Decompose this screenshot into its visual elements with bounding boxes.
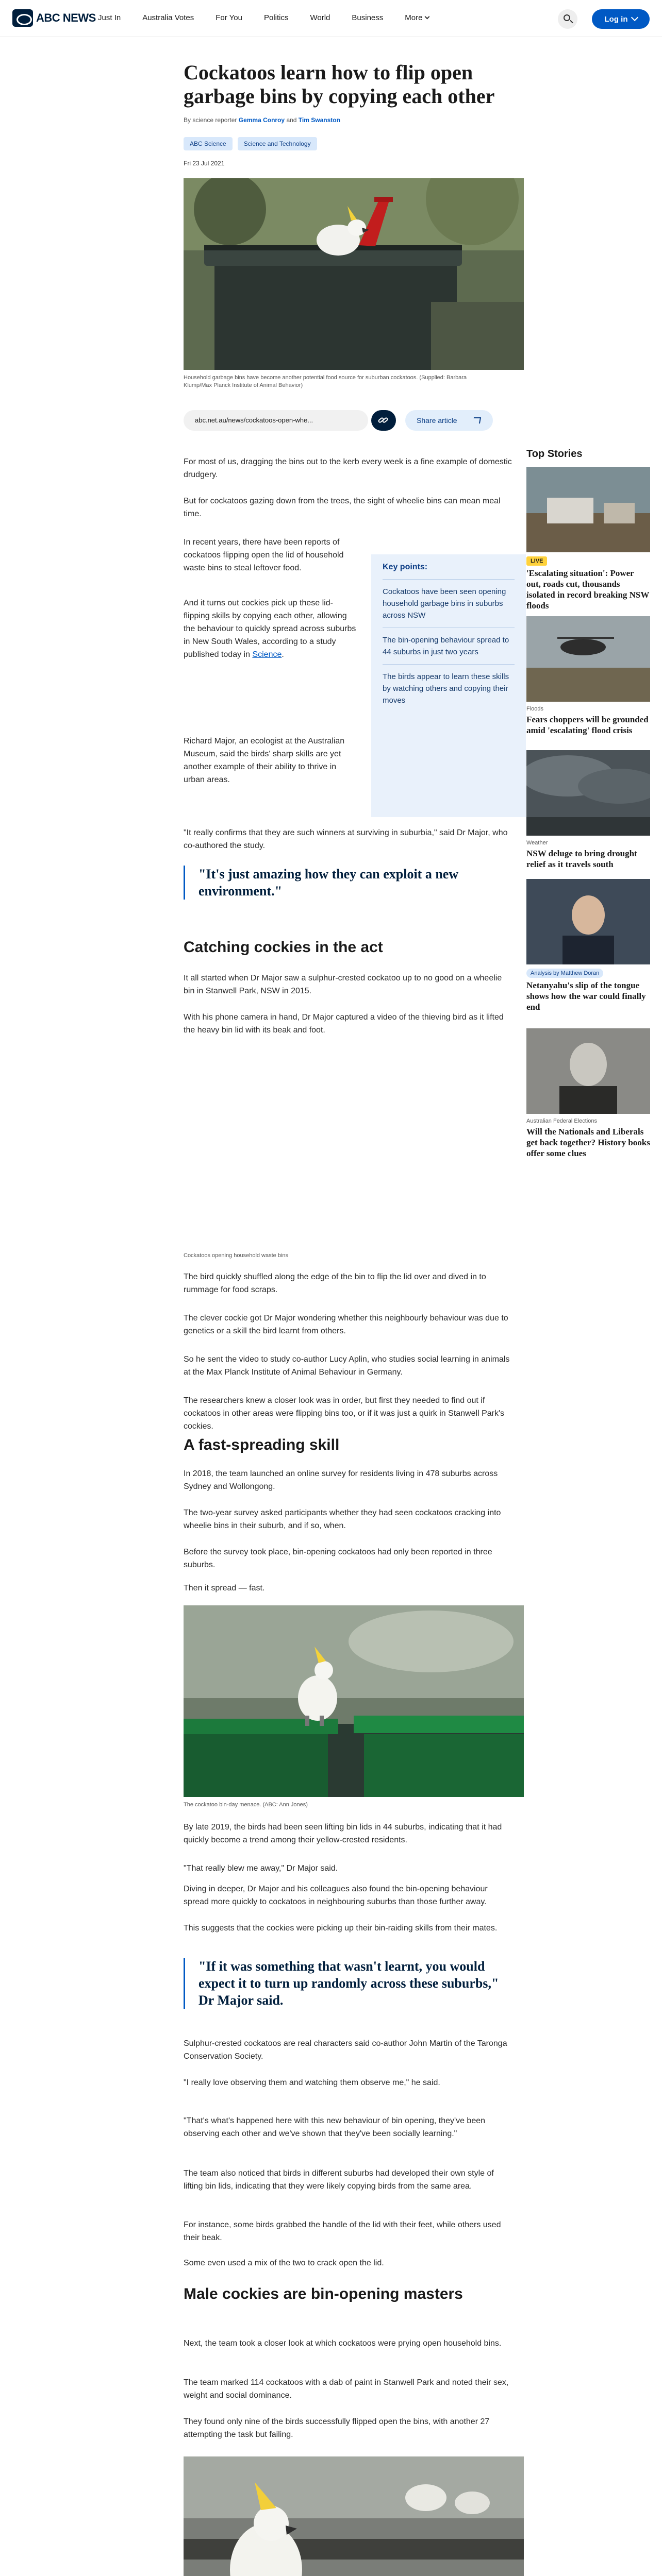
story-title: Fears choppers will be grounded amid 'escalating' flood crisis	[526, 715, 649, 735]
story-kicker: Floods	[526, 706, 544, 712]
nav-for-you[interactable]: For You	[216, 13, 242, 22]
nav-politics[interactable]: Politics	[263, 13, 289, 22]
politician-image	[526, 879, 650, 964]
paragraph: Then it spread — fast.	[184, 1584, 265, 1592]
story-thumbnail	[526, 467, 650, 552]
key-point: The bin-opening behaviour spread to 44 suburbs in just two years	[383, 628, 515, 664]
paragraph: The team marked 114 cockatoos with a dab of paint in Stanwell Park and noted their sex, weight and social dominance.	[184, 2378, 509, 2400]
login-label: Log in	[604, 14, 628, 24]
top-story-item[interactable]	[526, 467, 650, 611]
flood-image	[526, 467, 650, 552]
cockatoo-group-photo	[184, 2456, 524, 2576]
section-heading: Catching cockies in the act	[184, 939, 383, 956]
key-points-box	[371, 554, 526, 817]
paragraph: Next, the team took a closer look at which cockatoos were prying open household bins.	[184, 2339, 502, 2348]
nav-just-in[interactable]: Just In	[98, 13, 121, 22]
section-heading: A fast-spreading skill	[184, 1436, 340, 1453]
pull-quote: "If it was something that wasn't learnt, you would expect it to turn up randomly across these suburbs," Dr Major said.	[184, 1958, 503, 2009]
share-article-button[interactable]	[405, 410, 493, 431]
search-icon-handle	[570, 20, 573, 23]
hero-image	[184, 178, 524, 370]
story-title: 'Escalating situation': Power out, roads cut, thousands isolated in record breaking NSW floods	[526, 568, 650, 611]
top-story-item[interactable]	[526, 1028, 650, 1159]
top-navigation-bar	[0, 0, 662, 37]
share-arrow-icon	[473, 417, 481, 423]
paragraph: So he sent the video to study co-author Lucy Aplin, who studies social learning in animals at the Max Planck Institute of Animal Behaviour in Germany.	[184, 1355, 510, 1377]
paragraph: But for cockatoos gazing down from the trees, the sight of wheelie bins can mean meal time.	[184, 497, 501, 518]
story-title: Netanyahu's slip of the tongue shows how the war could finally end	[526, 980, 646, 1012]
paragraph: Sulphur-crested cockatoos are real characters said co-author John Martin of the Taronga Conservation Society.	[184, 2039, 507, 2061]
paragraph: For instance, some birds grabbed the handle of the lid with their feet, while others used their beak.	[184, 2221, 501, 2242]
paragraph: It all started when Dr Major saw a sulphur-crested cockatoo up to no good on a wheelie bin in Stanwell Park, NSW in 2015.	[184, 974, 502, 995]
paragraph: This suggests that the cockies were picking up their bin-raiding skills from their mates.	[184, 1924, 498, 1933]
top-stories-heading: Top Stories	[526, 448, 583, 460]
story-thumbnail	[526, 750, 650, 836]
hero-caption: Household garbage bins have become another potential food source for suburban cockatoos. (Supplied: Barbara Klump/Max Planck Institute of Animal Behavior)	[184, 375, 467, 388]
login-button[interactable]	[592, 9, 650, 29]
story-kicker: Australian Federal Elections	[526, 1118, 597, 1124]
section-heading: Male cockies are bin-opening masters	[184, 2285, 463, 2302]
video-caption: Cockatoos opening household waste bins	[184, 1252, 289, 1259]
story-thumbnail	[526, 616, 650, 702]
share-label: Share article	[417, 416, 457, 425]
story-thumbnail	[526, 879, 650, 964]
top-story-item[interactable]	[526, 879, 650, 1012]
paragraph: For most of us, dragging the bins out to the kerb every week is a fine example of domestic drudgery.	[184, 457, 512, 479]
paragraph	[184, 597, 359, 661]
nav-australia-votes[interactable]: Australia Votes	[142, 13, 194, 22]
abc-logo-icon	[12, 9, 33, 27]
bin-cockatoo-photo	[184, 1605, 524, 1797]
tag-abc-science[interactable]: ABC Science	[184, 137, 233, 150]
paragraph: Diving in deeper, Dr Major and his colleagues also found the bin-opening behaviour spread more quickly to cockatoos in neighbouring suburbs than those further away.	[184, 1885, 488, 1906]
key-point: The birds appear to learn these skills by watching others and copying their moves	[383, 664, 515, 713]
share-url-field[interactable]: abc.net.au/news/cockatoos-open-whe...	[184, 410, 368, 431]
author-link-2[interactable]: Tim Swanston	[298, 116, 340, 124]
share-bar	[184, 406, 524, 435]
pull-quote: "It's just amazing how they can exploit a new environment."	[184, 866, 503, 900]
paragraph: The bird quickly shuffled along the edge of the bin to flip the lid over and dived in to rummage for food scraps.	[184, 1273, 486, 1294]
byline	[184, 116, 340, 124]
paragraph: The clever cockie got Dr Major wondering whether this neighbourly behaviour was due to genetics or a skill the bird learnt from others.	[184, 1314, 508, 1335]
paragraph: By late 2019, the birds had been seen lifting bin lids in 44 suburbs, indicating that it had quickly become a trend among their yellow-crested residents.	[184, 1823, 502, 1844]
nav-more[interactable]	[405, 13, 429, 22]
paragraph: "That's what's happened here with this new behaviour of bin opening, they've been observing each other and we've shown that they've been socially learning."	[184, 2116, 486, 2138]
nav-world[interactable]: World	[310, 13, 330, 22]
paragraph: Some even used a mix of the two to crack open the lid.	[184, 2259, 384, 2267]
story-thumbnail	[526, 1028, 650, 1114]
historical-portrait-image	[526, 1028, 650, 1114]
paragraph: The two-year survey asked participants whether they had seen cockatoos cracking into wheelie bins in their suburb, and if so, when.	[184, 1509, 501, 1530]
chevron-down-icon	[631, 14, 638, 21]
paragraph: In recent years, there have been reports of cockatoos flipping open the lid of household waste bins to steal leftover food.	[184, 538, 344, 572]
story-title: NSW deluge to bring drought relief as it travels south	[526, 849, 637, 869]
nav-business[interactable]: Business	[352, 13, 384, 22]
abc-news-logo[interactable]	[12, 9, 96, 27]
storm-clouds-image	[526, 750, 650, 836]
photo2-caption: The cockatoo bin-day menace. (ABC: Ann Jones)	[184, 1802, 308, 1808]
paragraph: In 2018, the team launched an online survey for residents living in 478 suburbs across Sydney and Wollongong.	[184, 1469, 498, 1491]
story-kicker: Weather	[526, 840, 548, 846]
logo-text: ABC NEWS	[36, 11, 96, 24]
video-player[interactable]	[184, 1056, 524, 1248]
byline-prefix: By science reporter	[184, 116, 237, 124]
main-nav	[98, 13, 429, 22]
key-points-title: Key points:	[383, 563, 428, 571]
article-headline: Cockatoos learn how to flip open garbage bins by copying each other	[184, 61, 495, 108]
paragraph: "It really confirms that they are such winners at surviving in suburbia," said Dr Major, who co-authored the study.	[184, 828, 508, 850]
paragraph: "I really love observing them and watching them observe me," he said.	[184, 2078, 440, 2087]
paragraph-text: And it turns out cockies pick up these lid-flipping skills by copying each other, allowing the behaviour to quickly spread across suburbs in New South Wales, according to a study published today in	[184, 599, 356, 659]
paragraph: Richard Major, an ecologist at the Australian Museum, said the birds' sharp skills are yet another example of their ability to thrive in urban areas.	[184, 737, 345, 784]
chevron-down-icon	[425, 14, 430, 20]
top-story-item[interactable]	[526, 750, 650, 870]
cockatoo-green-bins-illustration	[184, 1605, 524, 1797]
paragraph: They found only nine of the birds successfully flipped open the bins, with another 27 attempting the task but failing.	[184, 2417, 490, 2439]
nav-more-label: More	[405, 13, 423, 22]
author-link-1[interactable]: Gemma Conroy	[238, 116, 285, 124]
science-link[interactable]: Science	[252, 650, 282, 659]
paragraph: With his phone camera in hand, Dr Major captured a video of the thieving bird as it lifted the heavy bin lid with its beak and foot.	[184, 1013, 504, 1035]
story-title: Will the Nationals and Liberals get back together? History books offer some clues	[526, 1127, 650, 1158]
search-icon	[564, 14, 570, 21]
live-badge: LIVE	[526, 556, 547, 566]
publish-date: Fri 23 Jul 2021	[184, 160, 225, 167]
search-button[interactable]	[558, 9, 577, 29]
paragraph: "That really blew me away," Dr Major said.	[184, 1864, 338, 1873]
cockatoo-on-bin-illustration	[184, 178, 524, 370]
paragraph-end: .	[282, 650, 284, 659]
copy-link-button[interactable]	[371, 410, 396, 431]
helicopter-flood-image	[526, 616, 650, 702]
paragraph: Before the survey took place, bin-opening cockatoos had only been reported in three suburbs.	[184, 1548, 492, 1569]
paragraph: The team also noticed that birds in different suburbs had developed their own style of lifting bin lids, indicating that they were likely copying birds from the same area.	[184, 2169, 494, 2191]
key-point: Cockatoos have been seen opening household garbage bins in suburbs across NSW	[383, 579, 515, 628]
cockatoo-group-illustration	[184, 2456, 524, 2576]
paragraph: The researchers knew a closer look was in order, but first they needed to find out if cockatoos in other areas were flipping bins too, or if it was just a quirk in Stanwell Park's cockies.	[184, 1396, 505, 1431]
tag-science-technology[interactable]: Science and Technology	[238, 137, 317, 150]
analysis-badge: Analysis by Matthew Doran	[526, 969, 603, 978]
top-story-item[interactable]	[526, 616, 650, 736]
topic-tags	[184, 137, 317, 150]
byline-and: and	[286, 116, 297, 124]
